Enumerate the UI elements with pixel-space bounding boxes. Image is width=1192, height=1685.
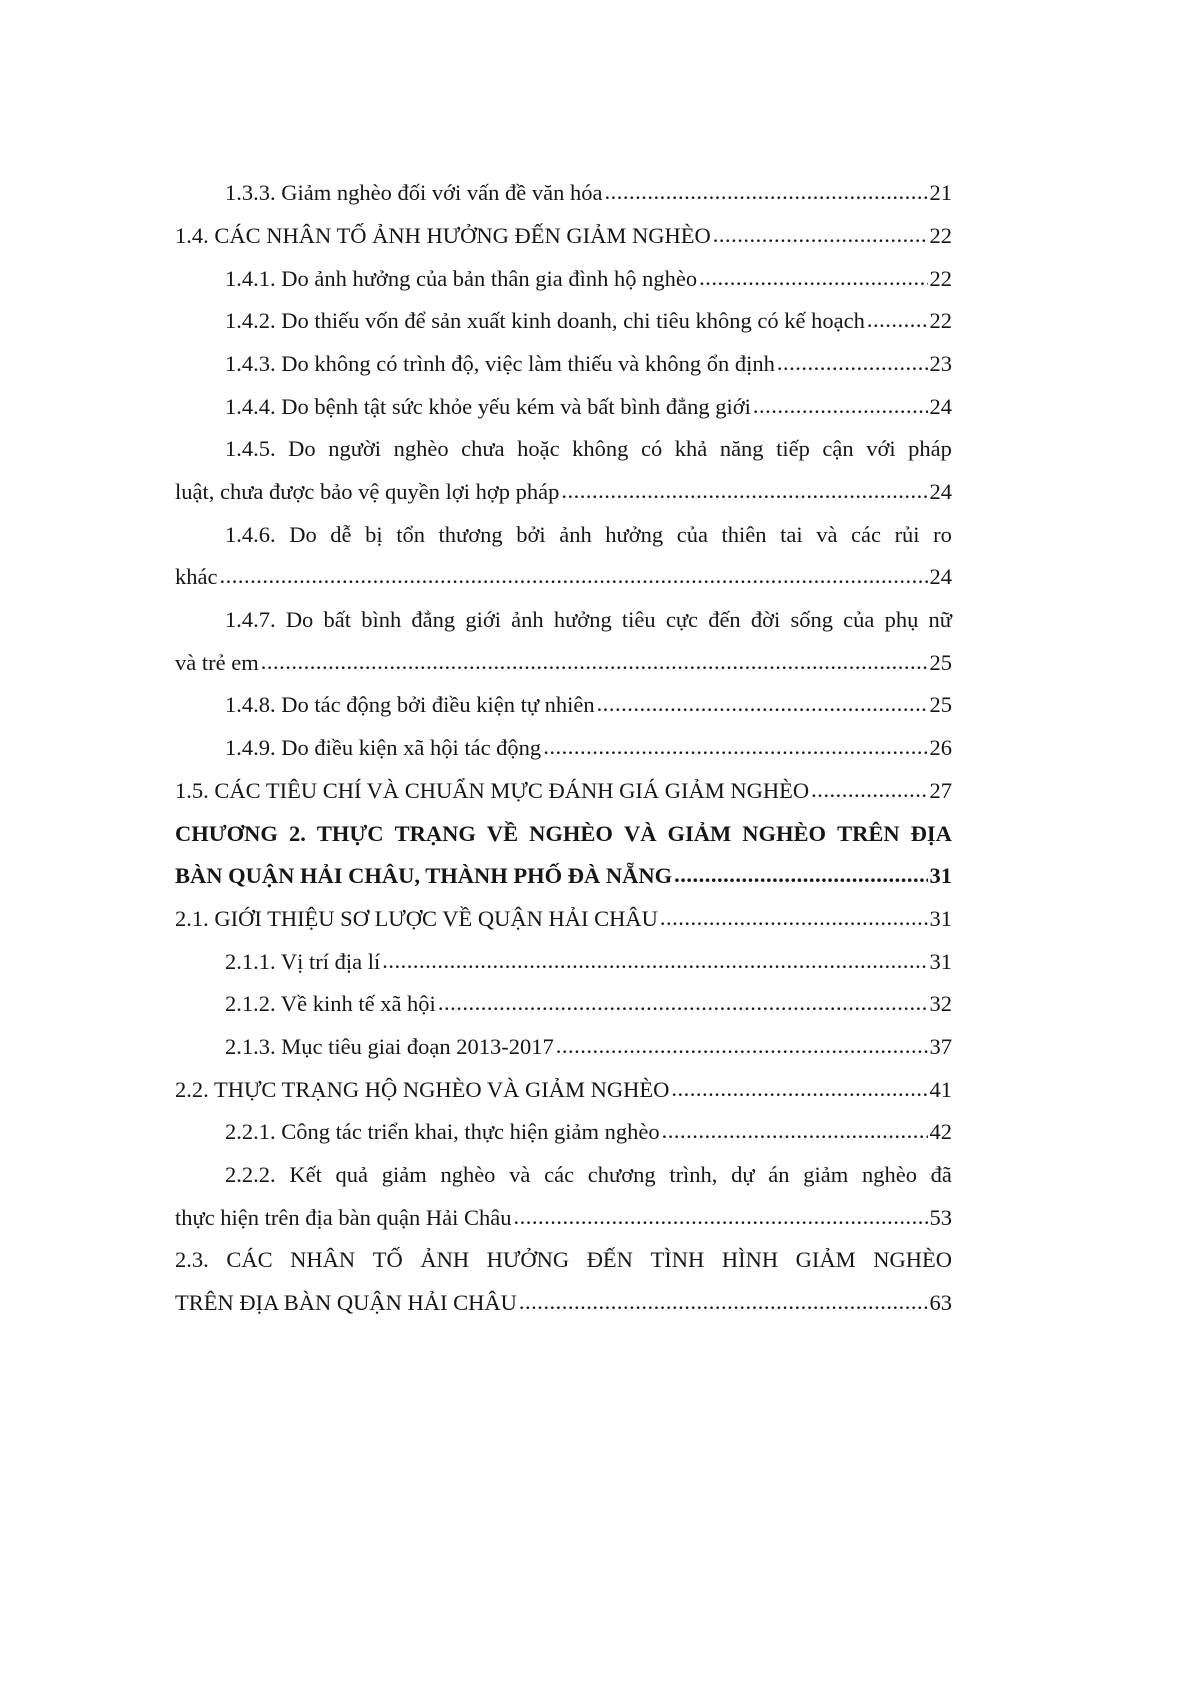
toc-entry-title: 2.1.3. Mục tiêu giai đoạn 2013-2017: [225, 1033, 554, 1059]
toc-entry-page-number: 24: [929, 393, 952, 419]
toc-entry-title: 1.5. CÁC TIÊU CHÍ VÀ CHUẨN MỰC ĐÁNH GIÁ GIẢM NGHÈO: [175, 777, 810, 803]
toc-entry[interactable]: [175, 426, 952, 469]
toc-entry[interactable]: [175, 1237, 952, 1280]
toc-entry[interactable]: [175, 170, 952, 213]
dot-leader: [699, 267, 927, 290]
toc-entry-title: CHƯƠNG 2. THỰC TRẠNG VỀ NGHÈO VÀ GIẢM NGHÈO TRÊN ĐỊA: [175, 820, 952, 846]
toc-entry-title: luật, chưa được bảo vệ quyền lợi hợp pháp: [175, 479, 560, 504]
toc-entry[interactable]: [175, 682, 952, 725]
dot-leader: [662, 1120, 928, 1143]
toc-entry[interactable]: [175, 597, 952, 640]
toc-entry-page-number: 21: [929, 180, 952, 206]
toc-entry[interactable]: [175, 469, 952, 512]
toc-entry[interactable]: [175, 1024, 952, 1067]
dot-leader: [261, 651, 928, 674]
toc-entry[interactable]: [175, 725, 952, 768]
toc-entry-title: 1.4.2. Do thiếu vốn để sản xuất kinh doanh, chi tiêu không có kế hoạch: [225, 308, 865, 334]
toc-entry[interactable]: [175, 213, 952, 256]
toc-entry-title: 1.4.9. Do điều kiện xã hội tác động: [225, 735, 542, 761]
toc-entry-page-number: 22: [929, 308, 952, 334]
toc-entry-title: BÀN QUẬN HẢI CHÂU, THÀNH PHỐ ĐÀ NẴNG: [175, 863, 673, 889]
toc-entry-page-number: 22: [929, 265, 952, 291]
toc-entry-page-number: 22: [929, 222, 952, 248]
toc-entry-title: thực hiện trên địa bàn quận Hải Châu: [175, 1204, 512, 1230]
dot-leader: [556, 1035, 928, 1058]
dot-leader: [543, 736, 927, 759]
toc-entry-page-number: 26: [929, 735, 952, 761]
toc-entry-page-number: 25: [929, 692, 952, 718]
toc-entry-title: 2.1. GIỚI THIỆU SƠ LƯỢC VỀ QUẬN HẢI CHÂU: [175, 905, 658, 931]
toc-entry-page-number: 31: [929, 905, 952, 931]
dot-leader: [867, 309, 928, 332]
dot-leader: [597, 693, 928, 716]
toc-entry[interactable]: [175, 383, 952, 426]
toc-entry-title: 1.4.3. Do không có trình độ, việc làm thiếu và không ổn định: [225, 350, 775, 376]
dot-leader: [674, 864, 927, 887]
toc-entry[interactable]: [175, 810, 952, 853]
toc-entry-title: 2.2.2. Kết quả giảm nghèo và các chương trình, dự án giảm nghèo đã: [225, 1162, 952, 1187]
toc-entry[interactable]: [175, 853, 952, 896]
toc-entry-title: và trẻ em: [175, 649, 259, 675]
toc-entry-page-number: 24: [929, 479, 952, 504]
toc-entry-page-number: 27: [929, 777, 952, 803]
toc-entry-page-number: 53: [929, 1204, 952, 1230]
toc-entry-title: 2.1.1. Vị trí địa lí: [225, 948, 381, 974]
toc-entry-page-number: 31: [929, 863, 952, 889]
dot-leader: [561, 480, 927, 503]
toc-entry[interactable]: [175, 512, 952, 555]
dot-leader: [811, 779, 927, 802]
toc-entry-title: 1.4.1. Do ảnh hưởng của bản thân gia đình hộ nghèo: [225, 265, 698, 291]
toc-entry-page-number: 23: [929, 350, 952, 376]
toc-entry[interactable]: [175, 1066, 952, 1109]
toc-entry-page-number: 63: [929, 1290, 952, 1316]
toc-entry-page-number: 25: [929, 649, 952, 675]
toc-entry-page-number: 31: [929, 948, 952, 974]
toc-entry-page-number: 37: [929, 1033, 952, 1059]
toc-entry-title: 2.3. CÁC NHÂN TỐ ẢNH HƯỞNG ĐẾN TÌNH HÌNH GIẢM NGHÈO: [175, 1247, 952, 1273]
toc-entry[interactable]: [175, 255, 952, 298]
toc-entry-title: 1.4. CÁC NHÂN TỐ ẢNH HƯỞNG ĐẾN GIẢM NGHÈO: [175, 222, 711, 248]
dot-leader: [660, 907, 928, 930]
toc-entry[interactable]: [175, 1152, 952, 1195]
dot-leader: [382, 950, 927, 973]
toc-entry-title: TRÊN ĐỊA BÀN QUẬN HẢI CHÂU: [175, 1290, 517, 1316]
dot-leader: [438, 992, 928, 1015]
dot-leader: [777, 352, 928, 375]
toc-entry-title: 1.3.3. Giảm nghèo đối với vấn đề văn hóa: [225, 180, 603, 206]
table-of-contents: [175, 170, 952, 1323]
toc-entry-page-number: 42: [929, 1119, 952, 1145]
dot-leader: [713, 224, 928, 247]
dot-leader: [604, 181, 927, 204]
toc-entry[interactable]: [175, 938, 952, 981]
toc-entry[interactable]: [175, 768, 952, 811]
dot-leader: [753, 395, 928, 418]
toc-entry[interactable]: [175, 341, 952, 384]
toc-entry[interactable]: [175, 1280, 952, 1323]
dot-leader: [519, 1291, 928, 1314]
dot-leader: [513, 1206, 927, 1229]
toc-entry[interactable]: [175, 554, 952, 597]
toc-entry[interactable]: [175, 298, 952, 341]
toc-entry-page-number: 24: [929, 564, 952, 590]
toc-entry-title: khác: [175, 564, 218, 590]
toc-entry[interactable]: [175, 981, 952, 1024]
toc-entry-title: 1.4.7. Do bất bình đẳng giới ảnh hưởng tiêu cực đến đời sống của phụ nữ: [225, 607, 952, 633]
toc-entry-title: 1.4.5. Do người nghèo chưa hoặc không có khả năng tiếp cận với pháp: [225, 436, 952, 462]
toc-entry-title: 2.2.1. Công tác triển khai, thực hiện giảm nghèo: [225, 1119, 660, 1145]
toc-entry-page-number: 32: [929, 991, 952, 1017]
toc-entry-title: 2.1.2. Về kinh tế xã hội: [225, 991, 436, 1017]
dot-leader: [219, 565, 927, 588]
toc-entry-page-number: 41: [929, 1076, 952, 1102]
toc-entry-title: 2.2. THỰC TRẠNG HỘ NGHÈO VÀ GIẢM NGHÈO: [175, 1076, 670, 1102]
toc-entry[interactable]: [175, 640, 952, 683]
toc-entry-title: 1.4.4. Do bệnh tật sức khỏe yếu kém và bất bình đẳng giới: [225, 393, 751, 419]
toc-entry[interactable]: [175, 1195, 952, 1238]
toc-entry[interactable]: [175, 1109, 952, 1152]
toc-entry-title: 1.4.6. Do dễ bị tổn thương bởi ảnh hưởng của thiên tai và các rủi ro: [225, 521, 952, 547]
dot-leader: [671, 1078, 927, 1101]
toc-entry[interactable]: [175, 896, 952, 939]
toc-entry-title: 1.4.8. Do tác động bởi điều kiện tự nhiên: [225, 692, 595, 718]
